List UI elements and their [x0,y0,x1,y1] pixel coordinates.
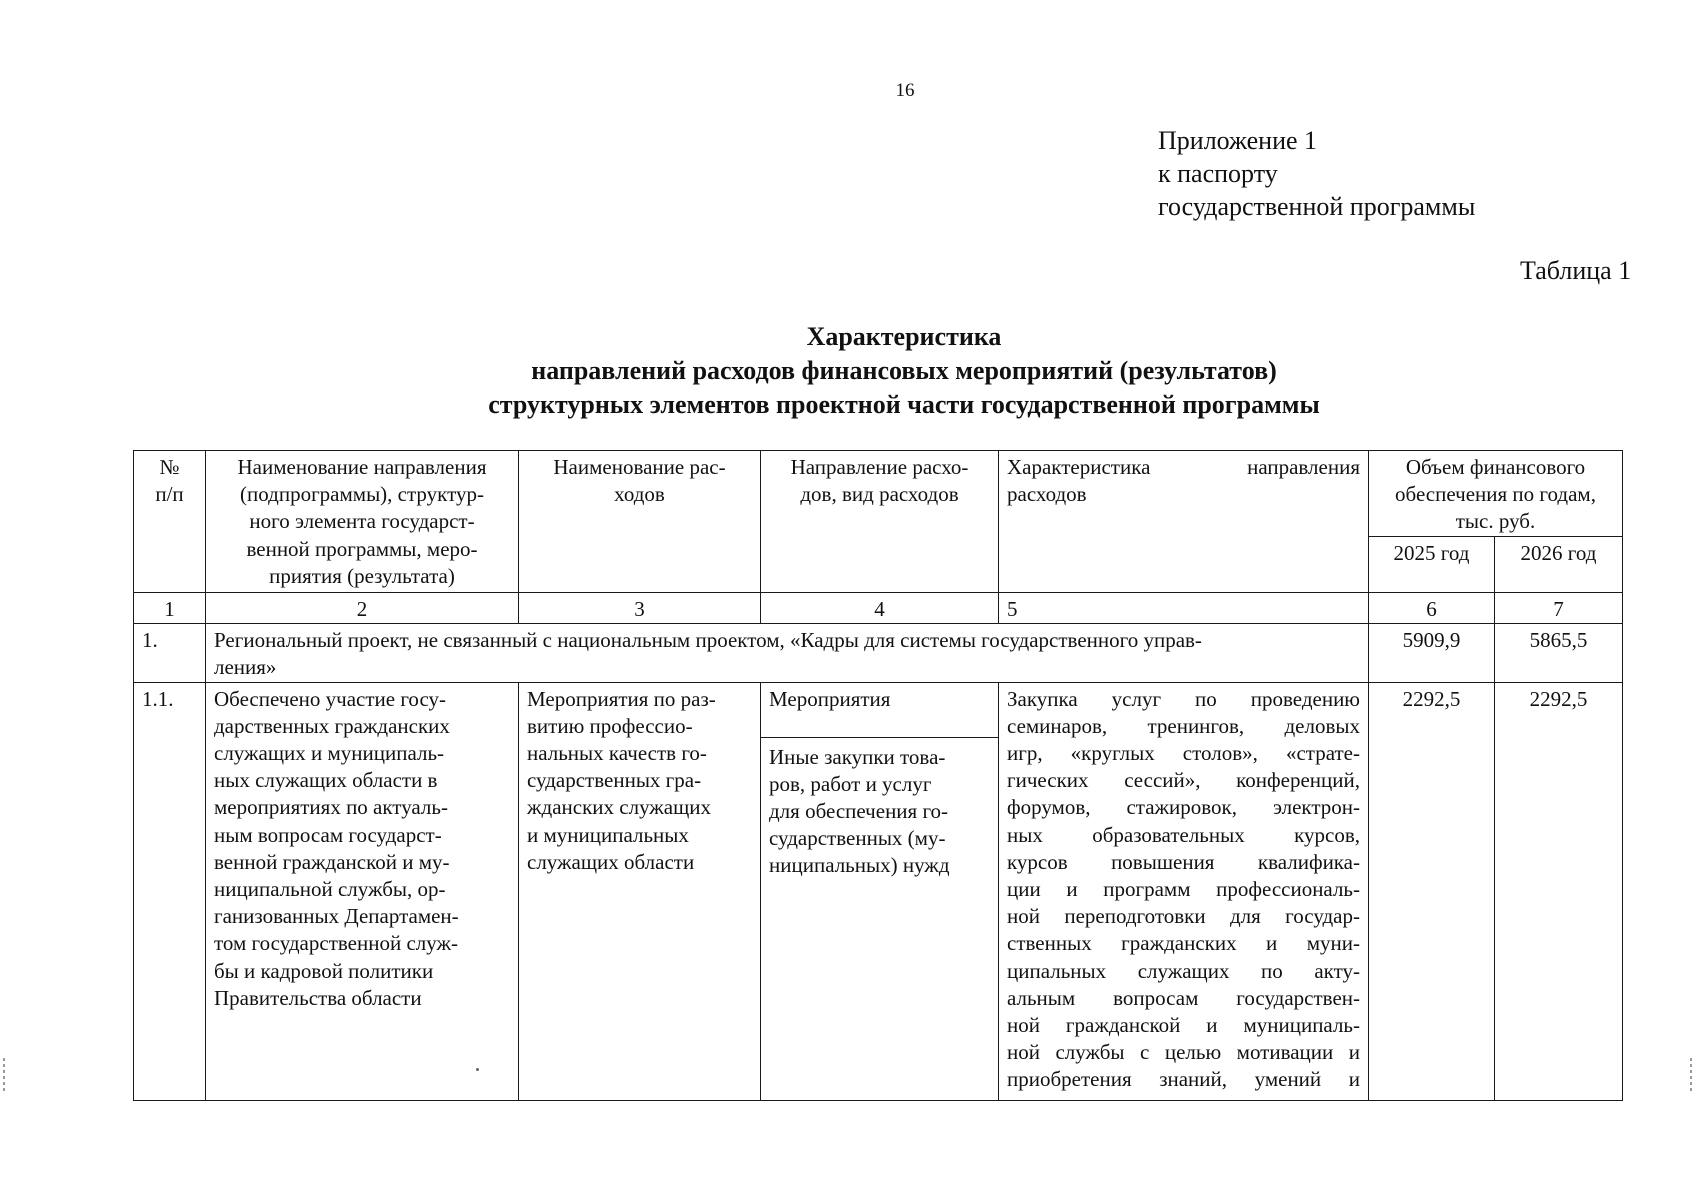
table-label: Таблица 1 [1520,256,1632,285]
expense-name: Мероприятия по раз- витию профессио- нальных качеств го- сударственных гра- жданских служащих и муниципальных служащих области [519,682,761,1100]
table-row [134,624,1623,682]
value-2026: 5865,5 [1495,624,1623,682]
document-title [0,320,1697,422]
column-number: 4 [761,593,999,624]
column-number: 2 [206,593,519,624]
title-line: направлений расходов финансовых мероприятий (результатов) [531,356,1277,385]
expense-direction [761,682,999,1100]
header-direction-name: Наименование направления (подпрограммы), структур- ного элемента государст- венной программы, меро- приятия (результата) [206,451,519,593]
appendix-line: к паспорту [1158,159,1278,188]
value-2025: 2292,5 [1369,682,1495,1100]
direction-bottom: Иные закупки това- ров, работ и услуг для обеспечения го- сударственных (му- ниципальных) нужд [769,744,950,878]
project-name: Региональный проект, не связанный с национальным проектом, «Кадры для системы государственного управ- ления» [206,624,1369,682]
column-number: 1 [134,593,206,624]
appendix-line: Приложение 1 [1158,126,1318,155]
title-line: структурных элементов проектной части государственной программы [488,390,1320,419]
column-numbers-row [134,593,1623,624]
row-number: 1.1. [134,682,206,1100]
column-number: 7 [1495,593,1623,624]
scan-edge-mark [1690,1058,1692,1094]
row-number: 1. [134,624,206,682]
page-number: 16 [895,80,915,101]
direction-top: Мероприятия [761,686,998,738]
header-expense-direction: Направление расхо- дов, вид расходов [761,451,999,593]
appendix-note [1158,124,1475,223]
value-2026: 2292,5 [1495,682,1623,1100]
table-header-row [134,451,1623,537]
appendix-line: государственной программы [1158,192,1476,221]
scan-speck [476,1068,479,1071]
scan-edge-mark [3,1058,5,1094]
column-number: 6 [1369,593,1495,624]
header-year-2025: 2025 год [1369,537,1495,593]
title-line: Характеристика [806,322,1002,351]
header-funding-volume: Объем финансового обеспечения по годам, тыс. руб. [1369,451,1623,537]
column-number: 3 [519,593,761,624]
expense-characteristic: Закупка услуг по проведению семинаров, тренингов, деловых игр, «круглых столов», «страте- гических сессий», конференций, форумов, стажировок, электрон- ных образовательных курсов, курсов повышения квалифика- ции и программ профессиональ- ной переподготовки для государ- ственных гражданских и муни- ципальных служащих по акту- альным вопросам государствен- ной гражданской и муниципаль- ной службы с целью мотивации и приобретения знаний, умений и [999,682,1369,1100]
column-number: 5 [999,593,1369,624]
header-number: № п/п [134,451,206,593]
table-row [134,682,1623,1100]
expenses-table [133,450,1623,1101]
result-name: Обеспечено участие госу- дарственных гражданских служащих и муниципаль- ных служащих области в мероприятиях по актуаль- ным вопросам государст- венной гражданской и му- ниципальной службы, ор- ганизованных Департамен- том государственной служ- бы и кадровой политики Правительства области [206,682,519,1100]
header-year-2026: 2026 год [1495,537,1623,593]
header-expense-name: Наименование рас- ходов [519,451,761,593]
value-2025: 5909,9 [1369,624,1495,682]
header-characteristic: Характеристика направления расходов [999,451,1369,593]
